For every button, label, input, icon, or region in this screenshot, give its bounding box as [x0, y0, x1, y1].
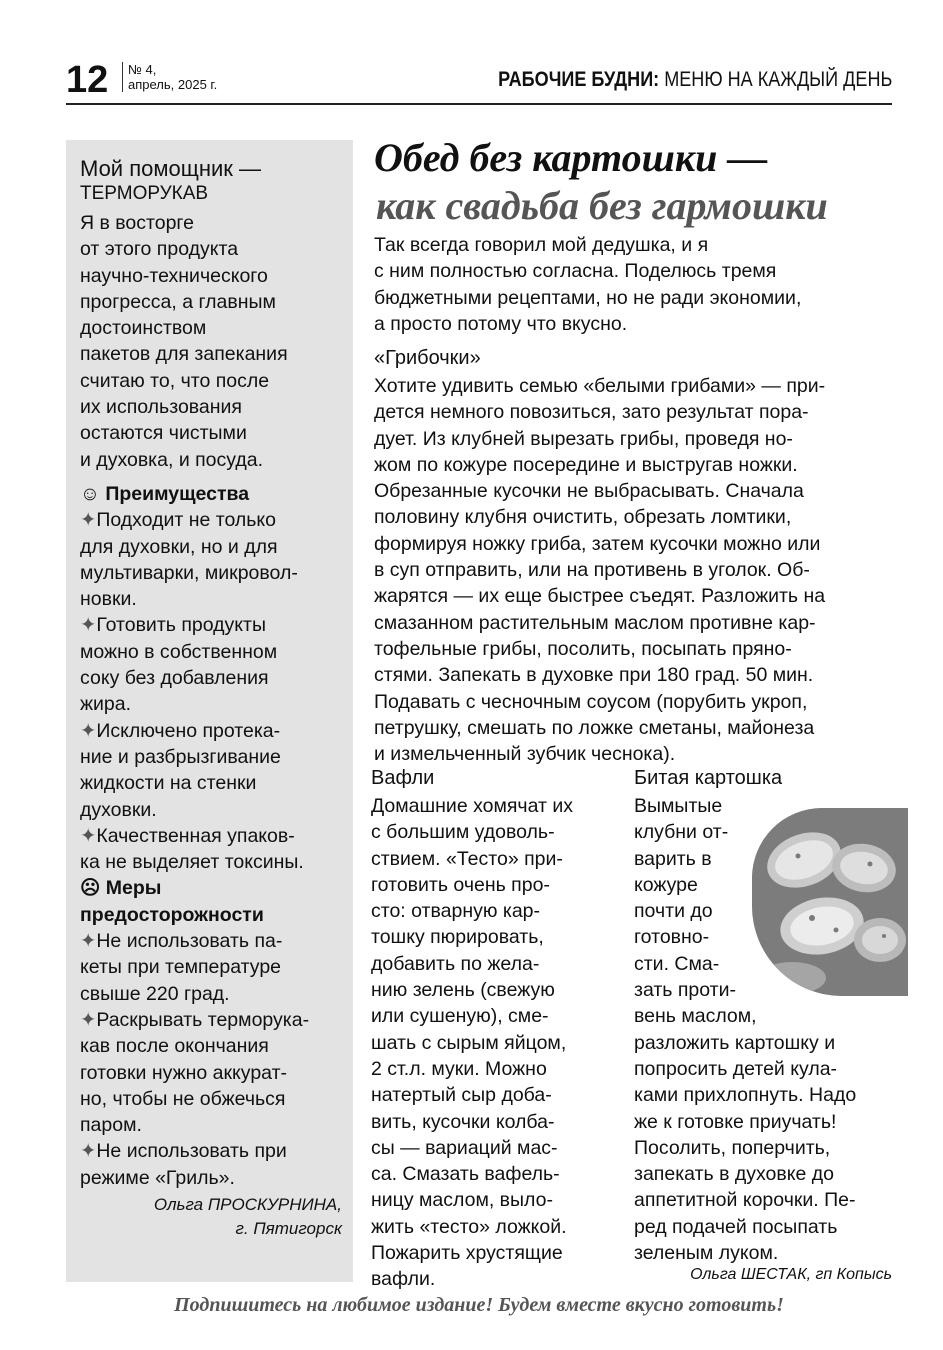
page-number: 12: [66, 59, 109, 101]
sidebar-intro: Я в восторге от этого продукта научно-технического прогресса, а главным достоинством пакетов для запекания считаю то, что после их использования остаются чистыми и духовка, и посуда.: [80, 212, 288, 471]
bullet-icon: ✦: [80, 1140, 97, 1163]
bullet-icon: ✦: [80, 614, 97, 637]
bullet-icon: ✦: [80, 509, 97, 532]
pros-heading: ☺ Преимущества: [80, 482, 250, 505]
list-item: ✦Не использовать при режиме «Гриль».: [80, 1140, 287, 1189]
cautions-heading: ☹ Меры предосторожности: [80, 877, 264, 926]
issue-number: № 4,: [128, 62, 157, 77]
sidebar-author: Ольга ПРОСКУРНИНА,: [153, 1194, 342, 1214]
bullet-icon: ✦: [80, 930, 97, 953]
bullet-icon: ✦: [80, 1008, 97, 1031]
list-item: ✦Раскрывать терморука- кав после окончания готовки нужно аккурат- но, чтобы не обжечься паром.: [80, 1008, 310, 1137]
issue-date: апрель, 2025 г.: [128, 77, 218, 92]
sidebar-box: [66, 140, 353, 1282]
bullet-icon: ✦: [80, 719, 97, 742]
page-header: [66, 58, 892, 102]
issue-info: [122, 62, 217, 92]
list-item: ✦Качественная упаков- ка не выделяет токсины.: [80, 824, 304, 874]
subscribe-footer: Подпишитесь на любимое издание! Будем вместе вкусно готовить!: [174, 1294, 784, 1316]
sidebar-subtitle: ТЕРМОРУКАВ: [80, 183, 209, 204]
section-text-mushrooms: Хотите удивить семью «белыми грибами» — при- дется немного повозиться, зато результат пора- дует. Из клубней вырезать грибы, проведя но- жом по кожуре посередине и выстругав ножки. Обрезанные кусочки не выбрасывать. Сначала половину клубня очистить, обрезать ломтики, формируя ножку гриба, затем кусочки можно или в суп отправить, или на противень в уголок. Об- жарятся — их еще быстрее съедят. Разложить на смазанном растительным маслом противне кар- тофельные грибы, посолить, посыпать пряно- стями. Запекать в духовке при 180 град. 50 мин. Подавать с чесночным соусом (порубить укроп, петрушку, смешать по ложке сметаны, майонеза и измельченный зубчик чеснока).: [374, 375, 826, 766]
sidebar-title: Мой помощник —: [80, 156, 261, 181]
rubric-bold: РАБОЧИЕ БУДНИ:: [497, 68, 659, 91]
section-author: Ольга ШЕСТАК, гп Копысь: [690, 1266, 892, 1283]
list-item: ✦Не использовать па- кеты при температуре свыше 220 град.: [80, 930, 283, 1005]
sidebar-city: г. Пятигорск: [235, 1218, 342, 1238]
list-item: ✦Исключено протека- ние и разбрызгивание жидкости на стенки духовки.: [80, 719, 281, 821]
section-title-smashed-potatoes: Битая картошка: [634, 767, 783, 789]
rubric-title: [498, 68, 892, 92]
list-item: ✦Подходит не только для духовки, но и для мультиварки, микровол- новки.: [80, 509, 298, 611]
header-divider: [66, 103, 892, 105]
article-intro: Так всегда говорил мой дедушка, и я с ним полностью согласна. Поделюсь тремя бюджетными рецептами, но не ради экономии, а просто потому что вкусно.: [374, 234, 802, 335]
section-title-mushrooms: «Грибочки»: [374, 347, 481, 369]
section-text-waffles: Домашние хомячат их с большим удоволь- ствием. «Тесто» при- готовить очень про- сто: отварную кар- тошку пюрировать, добавить по жела- нию зелень (свежую или сушеную), сме- шать с сырым яйцом, 2 ст.л. муки. Можно натертый сыр доба- вить, кусочки колба- сы — вариаций мас- са. Смазать вафель- ницу маслом, выло- жить «тесто» ложкой. Пожарить хрустящие вафли.: [371, 795, 573, 1291]
section-text-smashed-potatoes: Вымытые клубни от- варить в кожуре почти до готовно- сти. Сма- зать проти- вень маслом, разложить картошку и попросить детей кула- ками прихлопнуть. Надо же к готовке приучать! Посолить, поперчить, запекать в духовке до аппетитной корочки. Пе- ред подачей посыпать зеленым луком.: [634, 795, 857, 1265]
list-item: ✦Готовить продукты можно в собственном соку без добавления жира.: [80, 614, 278, 716]
pros-list: [80, 507, 342, 875]
cautions-list: [80, 928, 342, 1191]
article-title-line1: Обед без картошки —: [374, 135, 768, 180]
article-title: [374, 134, 894, 230]
bullet-icon: ✦: [80, 824, 97, 847]
section-title-waffles: Вафли: [371, 767, 435, 789]
article-title-line2: как свадьба без гармошки: [376, 183, 828, 228]
rubric-rest: МЕНЮ НА КАЖДЫЙ ДЕНЬ: [658, 68, 892, 91]
